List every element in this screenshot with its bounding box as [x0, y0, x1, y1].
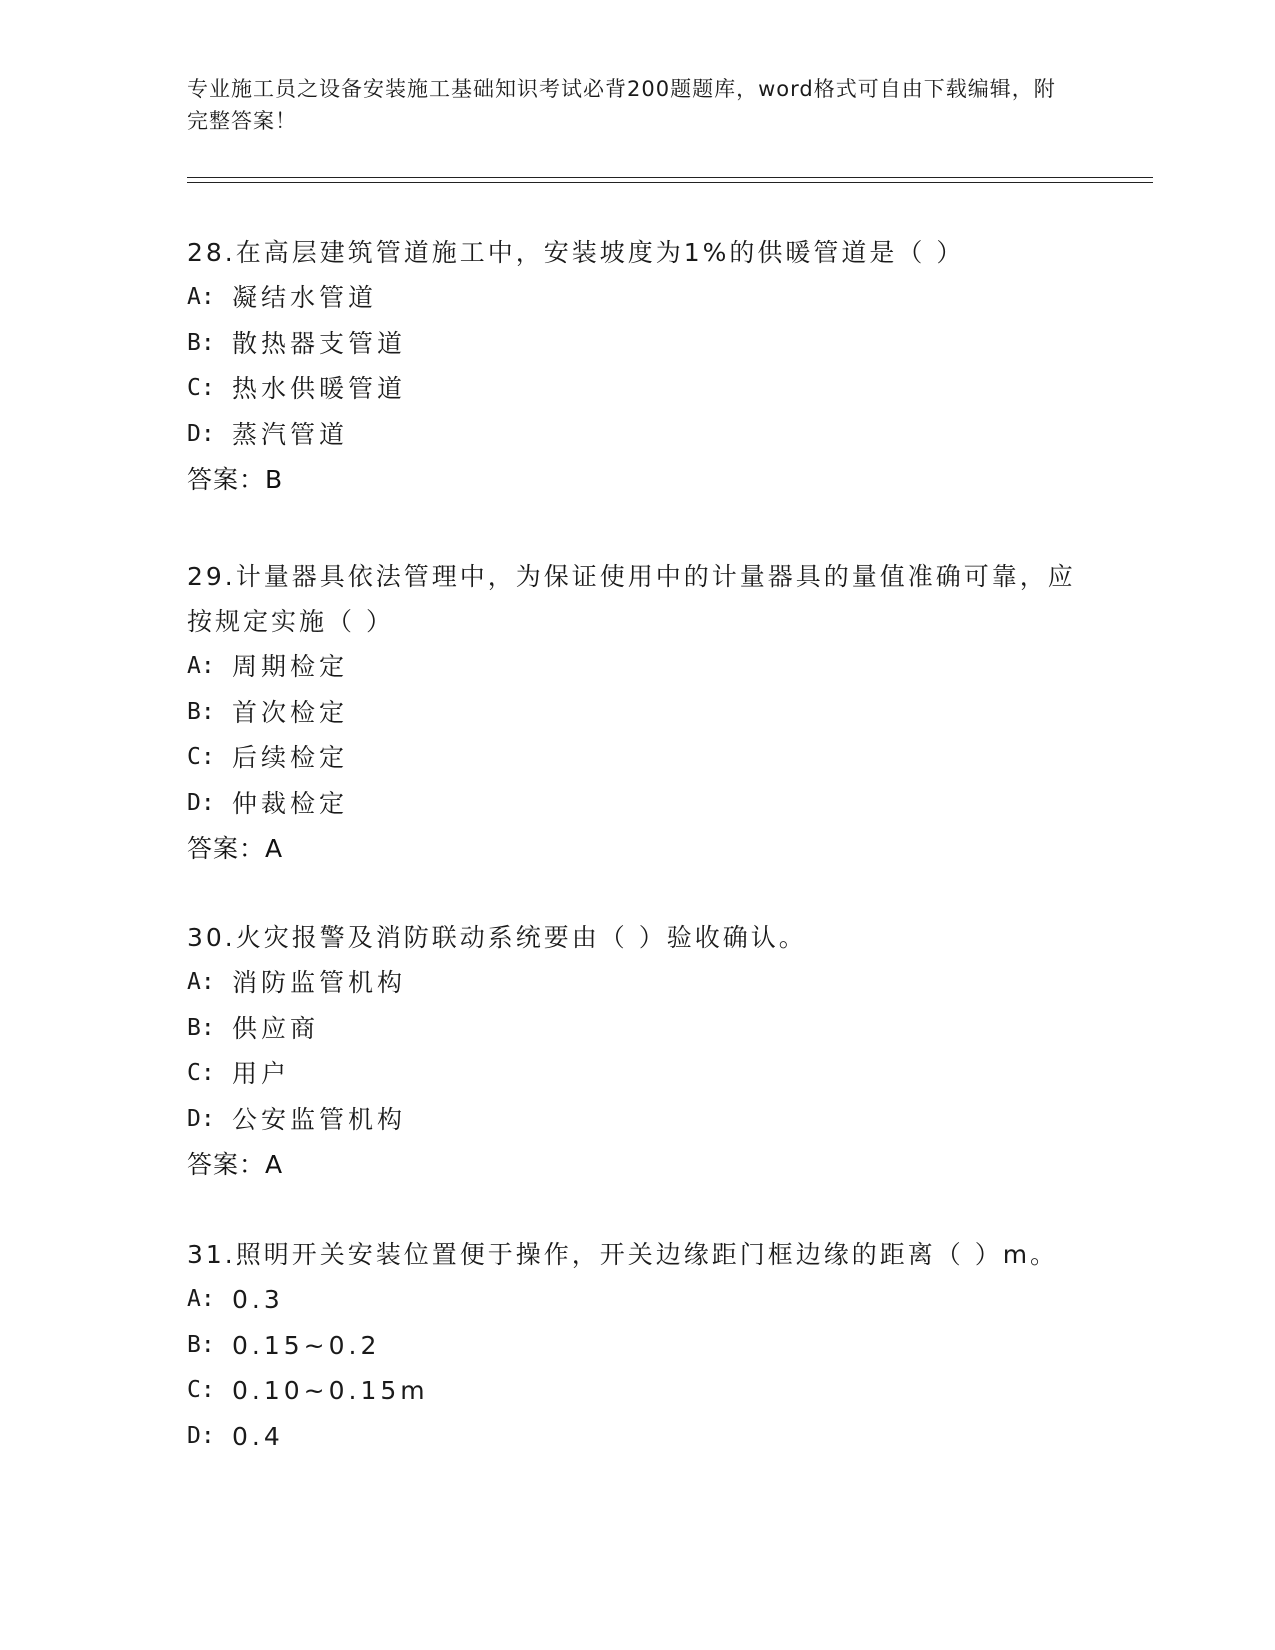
option-letter: C:: [187, 744, 215, 770]
option-c: [187, 735, 1087, 781]
option-letter: C:: [187, 375, 215, 401]
option-text: 0.3: [232, 1285, 284, 1314]
option-a: [187, 644, 1087, 690]
option-text: 周期检定: [232, 652, 349, 681]
option-text: 热水供暖管道: [232, 374, 407, 403]
option-letter: B:: [187, 698, 215, 725]
option-c: [187, 1051, 1087, 1097]
option-letter: A:: [187, 653, 215, 679]
question-stem: 29.计量器具依法管理中，为保证使用中的计量器具的量值准确可靠，应按规定实施（ ）: [187, 562, 1076, 636]
header-divider-bottom: [187, 182, 1153, 183]
option-text: 后续检定: [232, 743, 349, 772]
option-text: 蒸汽管道: [232, 419, 349, 449]
option-text: 散热器支管道: [232, 328, 407, 358]
option-letter: B:: [187, 1014, 215, 1041]
answer-label: 答案：A: [187, 1150, 284, 1179]
option-a: [187, 960, 1087, 1006]
option-text: 凝结水管道: [232, 283, 378, 312]
option-d: [187, 781, 1087, 827]
option-letter: C:: [187, 1377, 215, 1403]
option-letter: D:: [187, 1105, 215, 1132]
option-d: [187, 1097, 1087, 1143]
question-stem: 30.火灾报警及消防联动系统要由（ ）验收确认。: [187, 923, 807, 952]
option-letter: A:: [187, 969, 215, 995]
option-b: [187, 321, 1087, 367]
option-letter: B:: [187, 1331, 215, 1358]
option-letter: A:: [187, 284, 215, 310]
option-letter: D:: [187, 420, 215, 447]
header-title: 专业施工员之设备安装施工基础知识考试必背200题题库，word格式可自由下载编辑，附完整答案！: [187, 77, 1056, 133]
option-letter: D:: [187, 1422, 215, 1449]
option-c: [187, 366, 1087, 412]
option-d: [187, 412, 1087, 458]
option-letter: A:: [187, 1286, 215, 1312]
question-28: [187, 230, 1087, 503]
question-stem: 28.在高层建筑管道施工中，安装坡度为1%的供暖管道是（ ）: [187, 238, 965, 267]
option-text: 公安监管机构: [232, 1104, 407, 1134]
option-b: [187, 690, 1087, 736]
option-a: [187, 275, 1087, 321]
option-text: 0.10~0.15m: [232, 1376, 429, 1405]
question-30: [187, 915, 1087, 1188]
document-header: [187, 73, 1067, 137]
option-text: 仲裁检定: [232, 788, 349, 818]
option-letter: B:: [187, 329, 215, 356]
option-text: 首次检定: [232, 697, 349, 727]
question-stem: 31.照明开关安装位置便于操作，开关边缘距门框边缘的距离（ ）m。: [187, 1240, 1059, 1269]
option-text: 0.4: [232, 1421, 284, 1451]
answer-label: 答案：B: [187, 465, 284, 494]
option-text: 消防监管机构: [232, 968, 407, 997]
question-31: [187, 1232, 1087, 1459]
header-divider-top: [187, 177, 1153, 178]
option-d: [187, 1414, 1087, 1460]
answer-label: 答案：A: [187, 834, 284, 863]
option-text: 供应商: [232, 1013, 320, 1043]
option-letter: D:: [187, 789, 215, 816]
option-c: [187, 1368, 1087, 1414]
option-b: [187, 1323, 1087, 1369]
option-text: 用户: [232, 1059, 291, 1088]
option-a: [187, 1277, 1087, 1323]
question-29: [187, 554, 1087, 872]
option-b: [187, 1006, 1087, 1052]
option-letter: C:: [187, 1060, 215, 1086]
option-text: 0.15~0.2: [232, 1330, 381, 1360]
